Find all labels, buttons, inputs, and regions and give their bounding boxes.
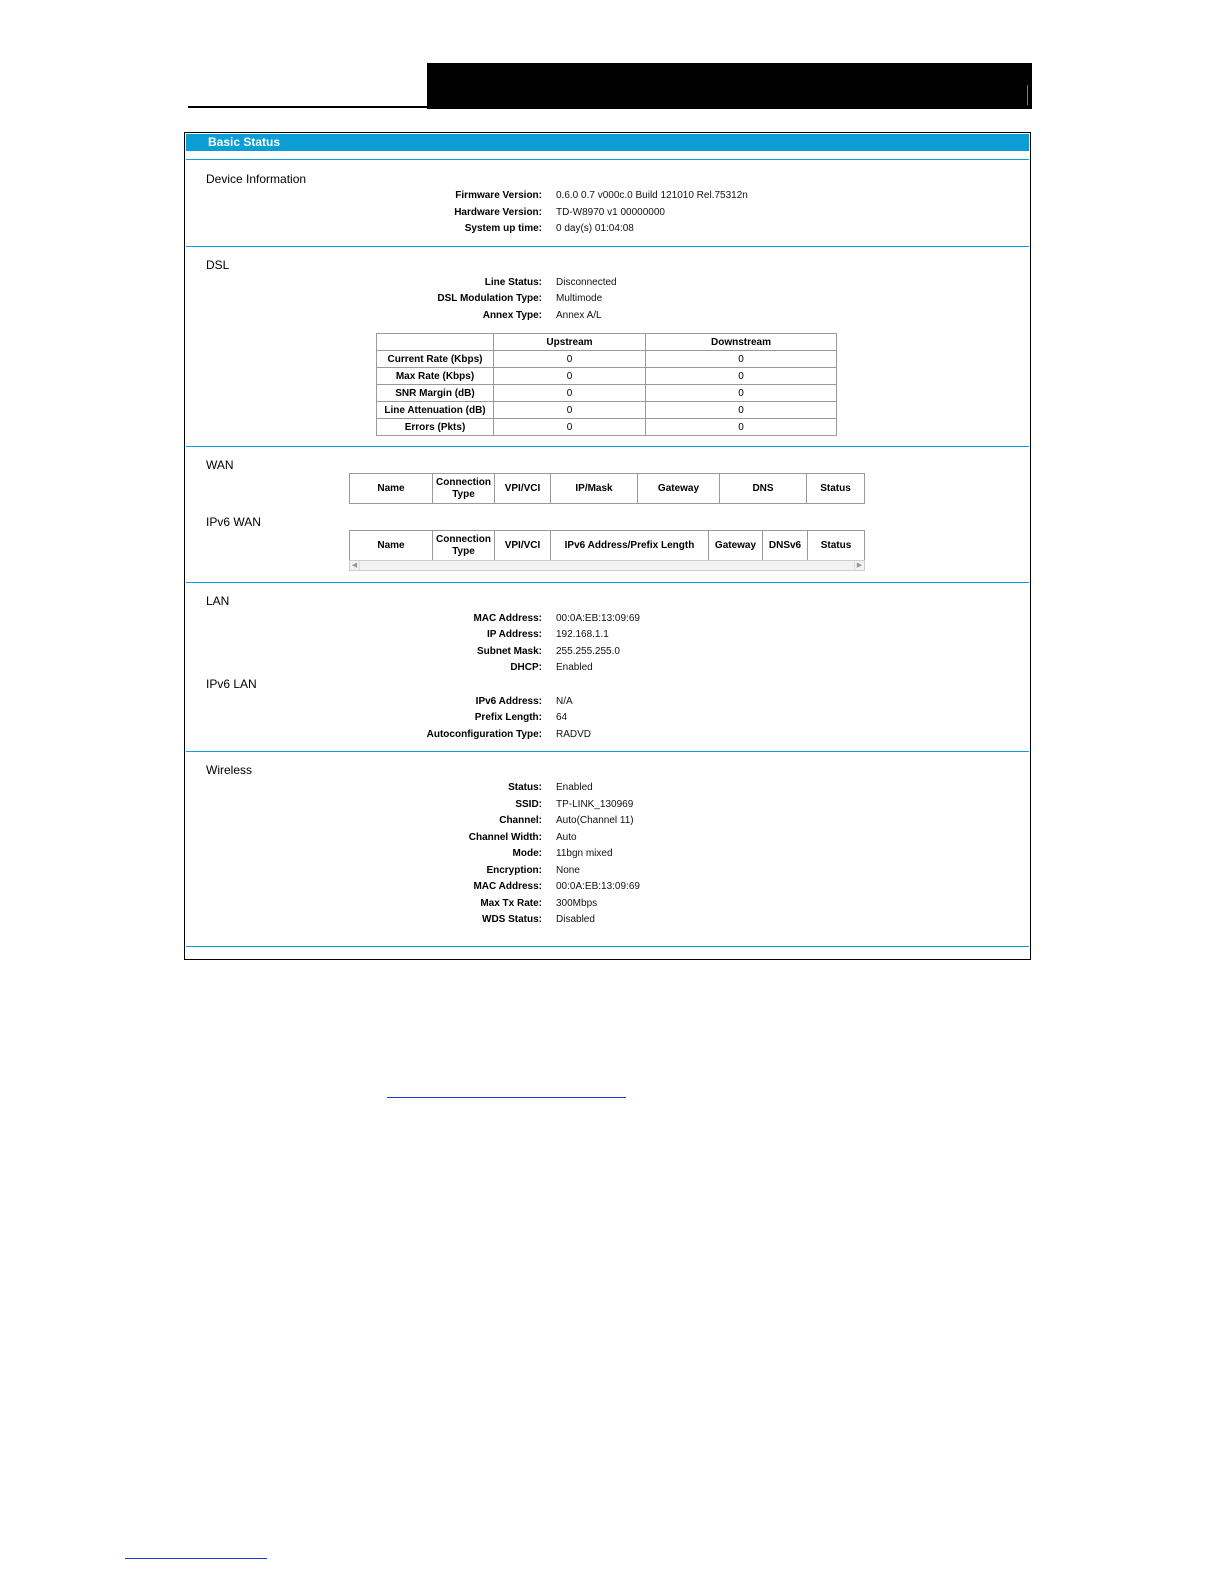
kv-line-status <box>185 275 1030 292</box>
table-cell: 0 <box>646 419 837 436</box>
kv-label: WDS Status: <box>482 914 542 925</box>
kv-label: Autoconfiguration Type: <box>426 729 542 740</box>
kv-value: 300Mbps <box>556 898 598 909</box>
kv-lan-subnet-mask <box>185 644 1030 661</box>
table-header-cell: DNSv6 <box>763 531 808 561</box>
kv-label: Annex Type: <box>482 310 542 321</box>
kv-lan-ip-address <box>185 627 1030 644</box>
table-cell: 0 <box>494 419 646 436</box>
kv-value: Enabled <box>556 662 593 673</box>
row-header-cell: Errors (Pkts) <box>377 419 494 436</box>
section-divider <box>186 246 1029 247</box>
section-divider <box>186 751 1029 752</box>
kv-value: N/A <box>556 696 573 707</box>
kv-value: Auto(Channel 11) <box>556 815 634 826</box>
table-header-cell: VPI/VCI <box>495 474 551 504</box>
kv-value: Disabled <box>556 914 595 925</box>
kv-ipv6-address <box>185 694 1030 711</box>
kv-lan-mac-address <box>185 611 1030 628</box>
kv-mode <box>185 846 1030 863</box>
kv-value: 192.168.1.1 <box>556 629 609 640</box>
table-header-cell: DNS <box>720 474 807 504</box>
kv-label: Max Tx Rate: <box>480 898 542 909</box>
row-header-cell: Current Rate (Kbps) <box>377 351 494 368</box>
table-header-row <box>350 531 865 561</box>
kv-channel-width <box>185 830 1030 847</box>
section-title-ipv6-wan: IPv6 WAN <box>206 515 261 529</box>
kv-label: MAC Address: <box>473 613 542 624</box>
section-title-ipv6-lan: IPv6 LAN <box>206 677 257 691</box>
scroll-left-arrow-icon[interactable]: ◀ <box>350 561 360 570</box>
table-header-cell: Gateway <box>709 531 763 561</box>
kv-wireless-status <box>185 780 1030 797</box>
table-header-cell: VPI/VCI <box>495 531 551 561</box>
kv-label: Channel Width: <box>468 832 542 843</box>
kv-label: Hardware Version: <box>454 207 542 218</box>
kv-value: 255.255.255.0 <box>556 646 620 657</box>
kv-label: Encryption: <box>486 865 542 876</box>
kv-value: Enabled <box>556 782 593 793</box>
kv-label: SSID: <box>515 799 542 810</box>
kv-label: Prefix Length: <box>474 712 542 723</box>
table-row <box>377 419 837 436</box>
kv-label: Mode: <box>512 848 542 859</box>
section-divider <box>186 582 1029 583</box>
basic-status-panel <box>184 132 1031 960</box>
section-divider <box>186 946 1029 947</box>
kv-label: Firmware Version: <box>455 190 542 201</box>
kv-label: System up time: <box>464 223 542 234</box>
table-header-cell: IPv6 Address/Prefix Length <box>551 531 709 561</box>
kv-prefix-length <box>185 710 1030 727</box>
section-title-wan: WAN <box>206 458 234 472</box>
hyperlink-underline[interactable] <box>387 1097 626 1098</box>
scroll-right-arrow-icon[interactable]: ▶ <box>854 561 864 570</box>
table-row <box>377 402 837 419</box>
kv-channel <box>185 813 1030 830</box>
kv-value: 0.6.0 0.7 v000c.0 Build 121010 Rel.75312n <box>556 190 748 201</box>
table-header-cell: Status <box>808 531 865 561</box>
wan-table <box>349 473 865 504</box>
kv-lan-dhcp <box>185 660 1030 677</box>
kv-value: 0 day(s) 01:04:08 <box>556 223 634 234</box>
header-rule <box>188 106 428 108</box>
kv-value: None <box>556 865 580 876</box>
kv-wds-status <box>185 912 1030 929</box>
kv-label: Channel: <box>499 815 542 826</box>
row-header-cell: SNR Margin (dB) <box>377 385 494 402</box>
table-row <box>377 351 837 368</box>
table-cell: 0 <box>646 402 837 419</box>
table-header-cell <box>377 334 494 351</box>
table-cell: 0 <box>646 385 837 402</box>
kv-label: MAC Address: <box>473 881 542 892</box>
table-cell: 0 <box>494 368 646 385</box>
kv-encryption <box>185 863 1030 880</box>
kv-value: Auto <box>556 832 577 843</box>
kv-ssid <box>185 797 1030 814</box>
table-cell: 0 <box>646 368 837 385</box>
table-header-cell: Upstream <box>494 334 646 351</box>
kv-autoconfiguration-type <box>185 727 1030 744</box>
dsl-stats-table <box>376 333 837 436</box>
section-title-lan: LAN <box>206 594 230 608</box>
table-header-cell: Name <box>350 474 433 504</box>
table-header-cell: Status <box>807 474 865 504</box>
kv-value: RADVD <box>556 729 592 740</box>
table-cell: 0 <box>494 385 646 402</box>
header-bar <box>427 63 1032 109</box>
kv-label: IPv6 Address: <box>475 696 542 707</box>
kv-label: IP Address: <box>486 629 542 640</box>
kv-value: Annex A/L <box>556 310 602 321</box>
kv-hardware-version <box>185 205 1030 222</box>
table-header-cell: Connection Type <box>433 474 495 504</box>
row-header-cell: Line Attenuation (dB) <box>377 402 494 419</box>
table-cell: 0 <box>646 351 837 368</box>
table-header-row <box>350 474 865 504</box>
table-row <box>377 385 837 402</box>
table-header-cell: Downstream <box>646 334 837 351</box>
section-title-wireless: Wireless <box>206 763 253 777</box>
section-divider <box>186 446 1029 447</box>
kv-value: 00:0A:EB:13:09:69 <box>556 881 640 892</box>
kv-label: Status: <box>508 782 542 793</box>
table-header-cell: Connection Type <box>433 531 495 561</box>
horizontal-scrollbar[interactable] <box>349 560 865 571</box>
kv-value: 00:0A:EB:13:09:69 <box>556 613 640 624</box>
kv-wireless-mac-address <box>185 879 1030 896</box>
table-row <box>377 368 837 385</box>
section-title-dsl: DSL <box>206 258 230 272</box>
kv-value: 11bgn mixed <box>556 848 613 859</box>
kv-dsl-modulation-type <box>185 291 1030 308</box>
kv-value: Disconnected <box>556 277 617 288</box>
hyperlink-underline[interactable] <box>125 1558 267 1559</box>
row-header-cell: Max Rate (Kbps) <box>377 368 494 385</box>
section-title-device-information: Device Information <box>206 172 307 186</box>
kv-label: DHCP: <box>510 662 542 673</box>
kv-value: TP-LINK_130969 <box>556 799 634 810</box>
kv-label: Subnet Mask: <box>476 646 542 657</box>
kv-value: TD-W8970 v1 00000000 <box>556 207 665 218</box>
panel-title: Basic Status <box>186 134 1029 151</box>
kv-annex-type <box>185 308 1030 325</box>
table-header-cell: IP/Mask <box>551 474 638 504</box>
table-header-cell: Name <box>350 531 433 561</box>
header-bar-tick <box>1027 85 1028 105</box>
table-header-cell: Gateway <box>638 474 720 504</box>
kv-system-up-time <box>185 221 1030 238</box>
kv-max-tx-rate <box>185 896 1030 913</box>
kv-value: 64 <box>556 712 568 723</box>
table-header-row <box>377 334 837 351</box>
table-cell: 0 <box>494 351 646 368</box>
kv-value: Multimode <box>556 293 603 304</box>
table-cell: 0 <box>494 402 646 419</box>
ipv6-wan-table <box>349 530 865 561</box>
section-divider <box>186 159 1029 160</box>
kv-firmware-version <box>185 188 1030 205</box>
kv-label: DSL Modulation Type: <box>437 293 542 304</box>
kv-label: Line Status: <box>484 277 542 288</box>
